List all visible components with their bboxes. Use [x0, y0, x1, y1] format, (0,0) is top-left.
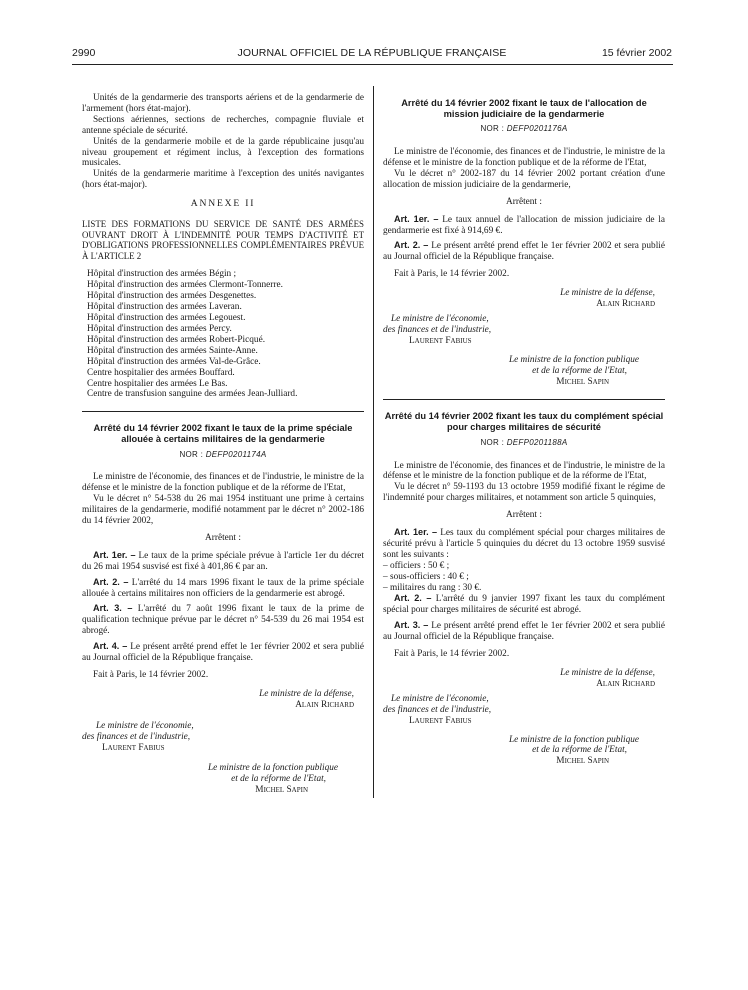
page-header [72, 47, 672, 61]
article-text: Le taux annuel de l'allocation de mission judiciaire de la gendarmerie est fixé à 914,69 €. [383, 214, 666, 236]
nor-label: NOR : [480, 437, 505, 447]
intro-paragraph: Unités de la gendarmerie mobile et de la garde républicaine jusqu'au niveau groupement et régiment inclus, à l'exception des formations musicales. [82, 136, 364, 169]
signatory-name: Alain Richard [596, 299, 655, 310]
arretent: Arrêtent : [506, 510, 542, 521]
right-column [383, 98, 665, 767]
preamble: Le ministre de l'économie, des finances et de l'industrie, le ministre de la défense et le ministre de la fonction publique et de la réforme de l'Etat, [383, 460, 665, 482]
signature-fonction-publique [383, 735, 665, 768]
list-item: – sous-officiers : 40 € ; [383, 571, 469, 582]
signature-defense [82, 689, 364, 711]
list-item: – militaires du rang : 30 €. [383, 582, 482, 593]
list-item: Hôpital d'instruction des armées Clermont-Tonnerre. [87, 280, 283, 291]
list-item: Hôpital d'instruction des armées Laveran. [87, 302, 242, 313]
signatory-role: Le ministre de la fonction publique [508, 354, 639, 365]
signature-economie [82, 721, 364, 754]
nor-label: NOR : [480, 124, 505, 134]
nor-label: NOR : [179, 449, 204, 459]
list-item: Hôpital d'instruction des armées Val-de-Grâce. [87, 356, 261, 367]
signatory-role: des finances et de l'industrie, [82, 731, 191, 742]
article [383, 620, 665, 643]
article [82, 641, 364, 664]
signature-economie [383, 314, 665, 347]
signature-defense [383, 668, 665, 690]
arretent: Arrêtent : [506, 196, 542, 207]
signatory-name: Michel Sapin [556, 376, 609, 387]
list-item: Hôpital d'instruction des armées Sainte-Anne. [87, 345, 258, 356]
signatory-role: Le ministre de la fonction publique [207, 763, 338, 774]
annexe-title: ANNEXE II [190, 198, 256, 210]
vu-clause: Vu le décret n° 54-538 du 26 mai 1954 instituant une prime à certains militaires de la gendarmerie, modifié notamment par le décret n° 2002-186 du 14 février 2002, [82, 494, 364, 527]
column-divider [373, 86, 374, 798]
nor-code: DEFP0201176A [506, 124, 568, 134]
signatory-name: Laurent Fabius [102, 742, 165, 753]
signatory-role: Le ministre de l'économie, [391, 313, 489, 324]
article-text: L'arrêté du 14 mars 1996 fixant le taux de la prime spéciale allouée à certains militaires non officiers de la gendarmerie est abrogé. [82, 577, 365, 599]
signature-fonction-publique [82, 763, 364, 796]
list-item: Hôpital d'instruction des armées Bégin ; [87, 269, 237, 280]
hospital-list [82, 269, 364, 400]
preamble: Le ministre de l'économie, des finances et de l'industrie, le ministre de la défense et le ministre de la fonction publique et de la réforme de l'Etat, [82, 472, 364, 494]
arretent: Arrêtent : [205, 532, 241, 543]
signatory-role: Le ministre de la défense, [560, 288, 655, 299]
article-label: Art. 2. – [93, 576, 129, 587]
fait-a-paris: Fait à Paris, le 14 février 2002. [394, 269, 510, 280]
list-item: Hôpital d'instruction des armées Percy. [87, 323, 232, 334]
arrete-title: Arrêté du 14 février 2002 fixant les taux du complément spécial pour charges militaires de sécurité [384, 411, 664, 432]
fait-a-paris: Fait à Paris, le 14 février 2002. [394, 649, 510, 660]
article-label: Art. 2. – [394, 240, 429, 251]
list-item: Hôpital d'instruction des armées Desgenettes. [87, 291, 257, 302]
list-item: Centre de transfusion sanguine des armées Jean-Julliard. [87, 389, 298, 400]
section-separator [82, 411, 364, 412]
vu-clause: Vu le décret n° 2002-187 du 14 février 2002 portant création d'une allocation de mission judiciaire de la gendarmerie, [383, 168, 665, 190]
article-text: L'arrêté du 7 août 1996 fixant le taux de la prime de qualification technique prévue par le décret n° 54-539 du 26 mai 1954 est abrogé. [82, 604, 365, 637]
vu-clause: Vu le décret n° 59-1193 du 13 octobre 1959 modifié fixant le régime de l'indemnité pour charges militaires, et notamment son article 5 quinquies, [383, 482, 665, 504]
list-item: Centre hospitalier des armées Le Bas. [87, 378, 228, 389]
article-label: Art. 1er. – [93, 549, 136, 560]
page-number: 2990 [72, 47, 96, 59]
article-text: Les taux du complément spécial pour charges militaires de sécurité prévu à l'article 5 quinquies du décret du 13 octobre 1959 susvisé sont les suivants : [383, 528, 665, 560]
article [82, 603, 364, 637]
signatory-role: Le ministre de l'économie, [96, 720, 194, 731]
intro-paragraph: Sections aériennes, sections de recherches, compagnie fluviale et antenne spéciale de sécurité. [82, 114, 364, 136]
nor-code: DEFP0201188A [506, 437, 568, 447]
issue-date: 15 février 2002 [601, 47, 672, 59]
nor-reference [82, 450, 364, 461]
article [82, 550, 364, 573]
section-separator [383, 399, 665, 400]
signatory-role: Le ministre de la défense, [560, 668, 655, 678]
signature-fonction-publique [383, 355, 665, 388]
fait-a-paris: Fait à Paris, le 14 février 2002. [93, 670, 209, 680]
signatory-name: Alain Richard [295, 699, 354, 710]
article-text: Le présent arrêté prend effet le 1er février 2002 et sera publié au Journal officiel de la République française. [383, 621, 665, 643]
list-item: Centre hospitalier des armées Bouffard. [87, 367, 235, 378]
article-label: Art. 1er. – [394, 527, 438, 538]
intro-paragraph: Unités de la gendarmerie maritime à l'exception des unités navigantes (hors état-major). [82, 169, 364, 191]
list-item: – officiers : 50 € ; [383, 560, 450, 571]
article [383, 527, 665, 561]
intro-paragraph: Unités de la gendarmerie des transports aériens et de la gendarmerie de l'armement (hors état-major). [82, 93, 364, 114]
list-item: Hôpital d'instruction des armées Robert-Picqué. [87, 334, 266, 345]
nor-reference [383, 124, 665, 135]
signatory-name: Laurent Fabius [409, 335, 472, 346]
signatory-role: et de la réforme de l'Etat, [532, 365, 627, 376]
article-text: Le présent arrêté prend effet le 1er février 2002 et sera publié au Journal officiel de la République française. [383, 241, 665, 263]
header-rule [72, 64, 673, 65]
list-item: Hôpital d'instruction des armées Legouest. [87, 313, 246, 324]
signature-economie [383, 694, 665, 727]
signatory-name: Michel Sapin [556, 756, 609, 767]
annexe-heading: LISTE DES FORMATIONS DU SERVICE DE SANTÉ DES ARMÉES OUVRANT DROIT À L'INDEMNITÉ POUR TEMPS D'ACTIVITÉ ET D'OBLIGATIONS PROFESSIONNELLES COMPLÉMENTAIRES PRÉVUE À L'ARTICLE 2 [82, 219, 364, 261]
article [383, 593, 665, 616]
signatory-role: des finances et de l'industrie, [383, 324, 492, 335]
signatory-name: Laurent Fabius [409, 715, 472, 726]
left-column [82, 93, 364, 796]
article-text: Le présent arrêté prend effet le 1er février 2002 et sera publié au Journal officiel de la République française. [82, 642, 364, 664]
preamble: Le ministre de l'économie, des finances et de l'industrie, le ministre de la défense et le ministre de la fonction publique et de la réforme de l'Etat, [383, 147, 665, 168]
signatory-role: Le ministre de l'économie, [391, 693, 489, 704]
signature-defense [383, 288, 665, 310]
nor-reference [383, 438, 665, 449]
article-label: Art. 3. – [93, 603, 133, 614]
article [383, 240, 665, 263]
article-label: Art. 2. – [394, 593, 432, 604]
article-text: L'arrêté du 9 janvier 1997 fixant les taux du complément spécial pour charges militaires de sécurité est abrogé. [383, 594, 666, 616]
signatory-role: Le ministre de la défense, [259, 688, 354, 699]
article-text: Le taux de la prime spéciale prévue à l'article 1er du décret du 26 mai 1954 susvisé est fixé à 401,86 € par an. [82, 550, 365, 572]
article-label: Art. 3. – [394, 620, 429, 631]
article-label: Art. 1er. – [394, 213, 439, 224]
signatory-role: des finances et de l'industrie, [383, 704, 492, 715]
signatory-role: et de la réforme de l'Etat, [231, 774, 326, 785]
signatory-name: Alain Richard [596, 678, 655, 689]
rates-list [383, 561, 665, 594]
article [383, 214, 665, 237]
nor-code: DEFP0201174A [205, 449, 267, 459]
arrete-title: Arrêté du 14 février 2002 fixant le taux de la prime spéciale allouée à certains militaires de la gendarmerie [93, 423, 353, 444]
signatory-role: Le ministre de la fonction publique [508, 734, 639, 745]
article [82, 577, 364, 600]
arrete-title: Arrêté du 14 février 2002 fixant le taux de l'allocation de mission judiciaire de la gendarmerie [401, 98, 647, 119]
signatory-name: Michel Sapin [255, 785, 308, 796]
journal-title: JOURNAL OFFICIEL DE LA RÉPUBLIQUE FRANÇAISE [237, 47, 507, 59]
signatory-role: et de la réforme de l'Etat, [532, 745, 627, 756]
article-label: Art. 4. – [93, 641, 128, 652]
